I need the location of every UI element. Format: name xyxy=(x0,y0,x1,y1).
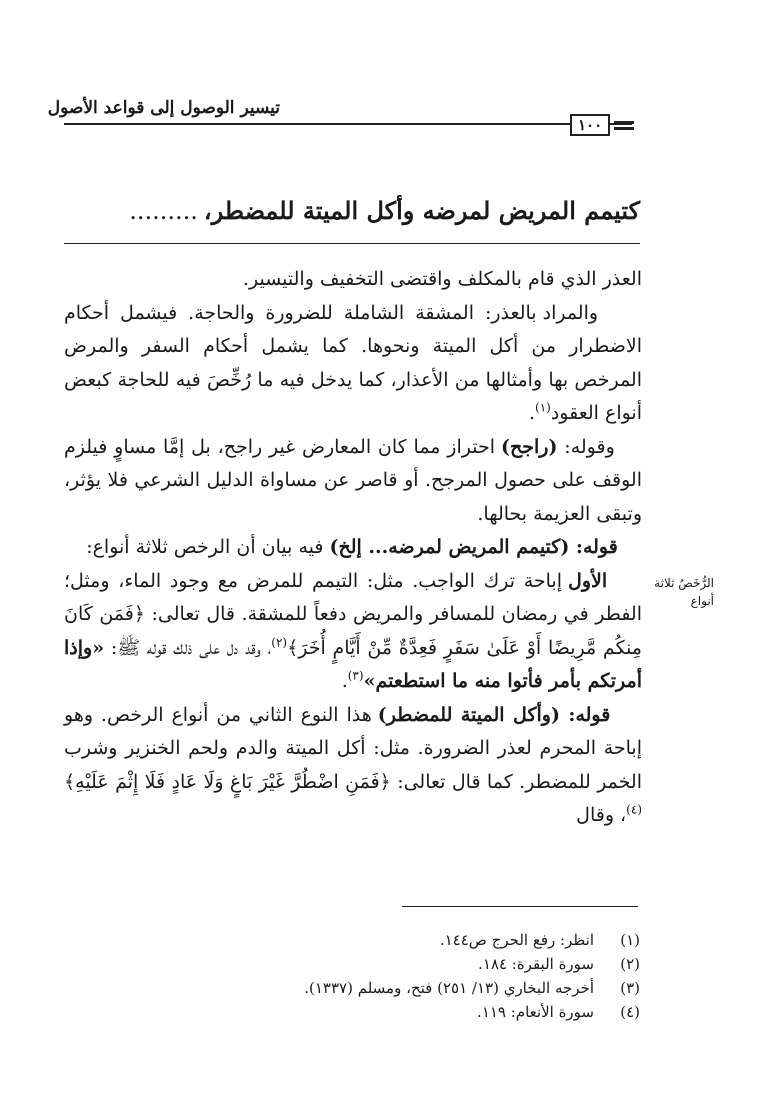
paragraph-1-text: العذر الذي قام بالمكلف واقتضى التخفيف والتيسير. xyxy=(242,268,642,290)
paragraph-5-text-2: ، وقد دل على ذلك قوله ﷺ: xyxy=(104,636,272,659)
page-number-block xyxy=(570,114,636,136)
first-type-label: الأول xyxy=(568,569,608,592)
paragraph-6-text: هذا النوع الثاني من أنواع الرخص. وهو إباحة المحرم لعذر الضرورة. مثل: أكل الميتة والدم ولحم الخنزير وشرب الخمر للمضطر. كما قال تعالى: xyxy=(64,703,642,793)
paragraph-4 xyxy=(64,531,642,565)
quote-tayammum: قوله: (كتيمم المريض لمرضه... إلخ) xyxy=(329,536,618,558)
quran-verse-anam: ﴿فَمَنِ اضْطُرَّ غَيْرَ بَاغٍ وَلَا عَادٍ فَلَا إِثْمَ عَلَيْهِ﴾ xyxy=(64,770,391,793)
paragraph-2-end: . xyxy=(528,402,535,424)
paragraph-5-text: إباحة ترك الواجب. مثل: التيمم للمرض مع وجود الماء، ومثل؛ الفطر في رمضان للمسافر والمريض دفعاً للمشقة. قال تعالى: xyxy=(64,569,642,625)
footnote-ref-2[interactable]: (٢) xyxy=(271,635,288,650)
paragraph-5-end: . xyxy=(341,670,348,692)
footnote-number: (١) xyxy=(620,931,640,949)
footnote-item xyxy=(64,928,640,952)
footnote-number: (٢) xyxy=(620,955,640,973)
footnote-ref-4[interactable]: (٤) xyxy=(626,802,642,817)
matn-line xyxy=(64,196,640,225)
footnote-text: سورة الأنعام: ١١٩. xyxy=(477,1003,594,1021)
paragraph-3-lead: وقوله: xyxy=(557,435,615,458)
paragraph-4-text: فيه بيان أن الرخص ثلاثة أنواع: xyxy=(86,536,330,558)
footnote-number: (٣) xyxy=(620,979,640,997)
footnote-ref-3[interactable]: (٣) xyxy=(347,668,364,683)
quote-mayta: قوله: (وأكل الميتة للمضطر) xyxy=(377,703,611,726)
keyword-rajih: (راجح) xyxy=(501,435,558,458)
matn-text: كتيمم المريض لمرضه وأكل الميتة للمضطر، xyxy=(203,196,640,225)
paragraph-6 xyxy=(64,699,642,833)
footnotes xyxy=(64,928,640,1024)
footnote-text: أخرجه البخاري (١٣/ ٢٥١) فتح، ومسلم (١٣٣٧). xyxy=(304,979,594,997)
matn-dots: ......... xyxy=(129,197,198,225)
footnote-item xyxy=(64,976,640,1000)
footnote-item xyxy=(64,952,640,976)
paragraph-1 xyxy=(64,263,642,297)
footnote-text: انظر: رفع الحرج ص١٤٤. xyxy=(439,931,594,949)
margin-note: الرُّخَصُ ثلاثة أنواع xyxy=(654,576,714,608)
hadith-quote: «وإذا أمرتكم بأمر فأتوا منه ما استطعتم» xyxy=(64,636,642,692)
footnote-text: سورة البقرة: ١٨٤. xyxy=(478,955,594,973)
footnote-number: (٤) xyxy=(620,1003,640,1021)
paragraph-5 xyxy=(64,565,642,699)
matn-separator xyxy=(64,243,640,244)
commentary-body xyxy=(64,263,642,833)
page-number-ornament xyxy=(614,121,634,130)
quran-verse-baqarah: ﴿فَمَن كَانَ مِنكُم مَّرِيضًا أَوْ عَلَىٰ سَفَرٍ فَعِدَّةٌ مِّنْ أَيَّامٍ أُخَرَ﴾ xyxy=(64,603,642,659)
header-rule xyxy=(64,123,632,125)
page-number: ١٠٠ xyxy=(570,114,610,136)
footnote-item xyxy=(64,1000,640,1024)
running-header-title: تيسير الوصول إلى قواعد الأصول xyxy=(47,98,280,118)
footnote-separator xyxy=(402,906,638,907)
paragraph-2-text: والمراد بالعذر: المشقة الشاملة للضرورة والحاجة. فيشمل أحكام الاضطرار من أكل الميتة ونحوها. كما يشمل أحكام السفر والمرض المرخص بها وأمثالها من الأعذار، كما يدخل فيه ما رُخِّصَ فيه للحاجة كبعض أنواع العقود xyxy=(64,301,642,424)
footnote-ref-1[interactable]: (١) xyxy=(535,400,551,415)
paragraph-6-end: ، وقال xyxy=(576,804,627,826)
paragraph-3 xyxy=(64,431,642,532)
paragraph-3-text: احتراز مما كان المعارض غير راجح، بل إمَّا مساوٍ فيلزم الوقف على حصول المرجح. أو قاصر عن مساواة الدليل الشرعي فلا يؤثر، وتبقى العزيمة بحالها. xyxy=(64,435,642,525)
paragraph-2 xyxy=(64,297,642,431)
